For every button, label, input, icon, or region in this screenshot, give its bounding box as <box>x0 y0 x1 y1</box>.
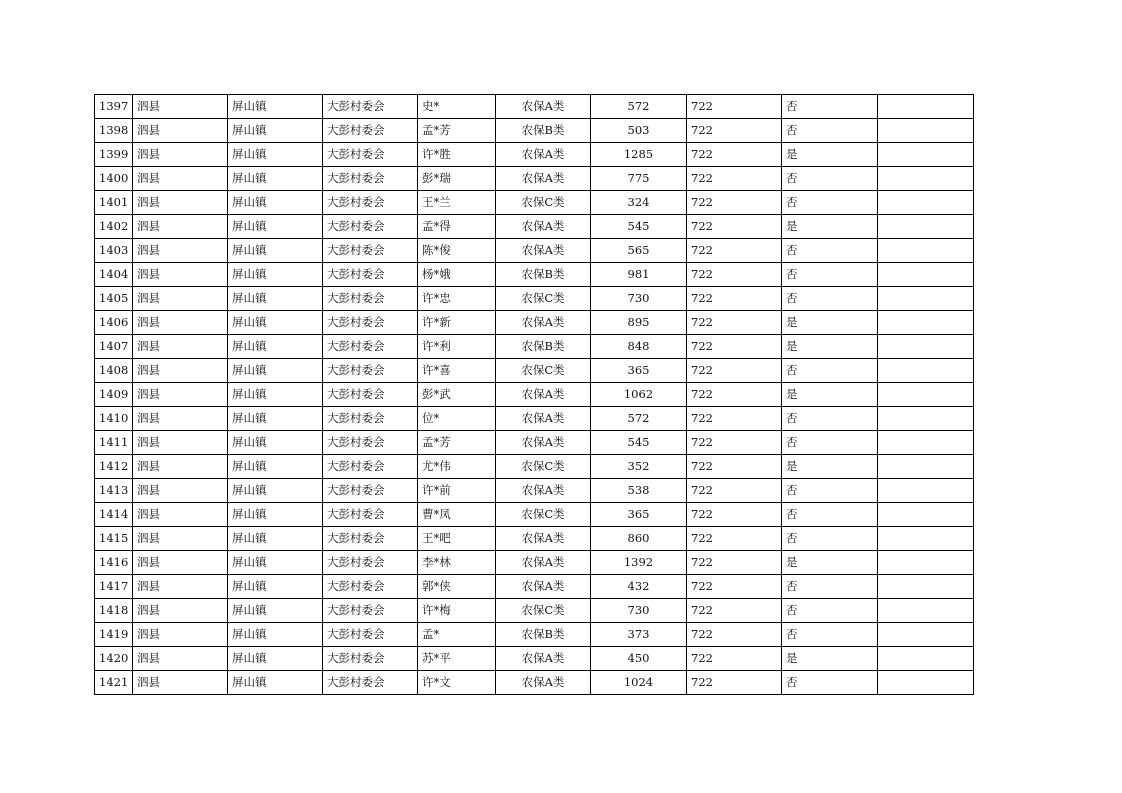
flag-cell: 否 <box>782 503 878 527</box>
amount-cell: 775 <box>591 167 687 191</box>
amount-cell: 1062 <box>591 383 687 407</box>
village-cell: 大彭村委会 <box>323 455 418 479</box>
note-cell <box>878 167 974 191</box>
name-cell: 位* <box>418 407 496 431</box>
table-row <box>95 311 974 335</box>
name-cell: 李*林 <box>418 551 496 575</box>
town-cell: 屏山镇 <box>228 95 323 119</box>
row-number: 1402 <box>95 215 133 239</box>
standard-cell: 722 <box>687 599 782 623</box>
town-cell: 屏山镇 <box>228 599 323 623</box>
village-cell: 大彭村委会 <box>323 623 418 647</box>
standard-cell: 722 <box>687 647 782 671</box>
standard-cell: 722 <box>687 527 782 551</box>
insurance-type-cell: 农保A类 <box>496 575 591 599</box>
flag-cell: 否 <box>782 599 878 623</box>
table-row <box>95 407 974 431</box>
name-cell: 许*前 <box>418 479 496 503</box>
table-row <box>95 239 974 263</box>
insurance-type-cell: 农保A类 <box>496 383 591 407</box>
table-row <box>95 575 974 599</box>
table-row <box>95 599 974 623</box>
name-cell: 许*文 <box>418 671 496 695</box>
name-cell: 许*新 <box>418 311 496 335</box>
flag-cell: 否 <box>782 167 878 191</box>
town-cell: 屏山镇 <box>228 455 323 479</box>
data-table <box>94 94 974 695</box>
flag-cell: 否 <box>782 431 878 455</box>
standard-cell: 722 <box>687 191 782 215</box>
name-cell: 许*胜 <box>418 143 496 167</box>
town-cell: 屏山镇 <box>228 119 323 143</box>
row-number: 1409 <box>95 383 133 407</box>
row-number: 1413 <box>95 479 133 503</box>
note-cell <box>878 431 974 455</box>
insurance-type-cell: 农保B类 <box>496 119 591 143</box>
town-cell: 屏山镇 <box>228 359 323 383</box>
name-cell: 孟* <box>418 623 496 647</box>
amount-cell: 848 <box>591 335 687 359</box>
amount-cell: 1024 <box>591 671 687 695</box>
table-row <box>95 383 974 407</box>
county-cell: 泗县 <box>133 167 228 191</box>
note-cell <box>878 599 974 623</box>
amount-cell: 565 <box>591 239 687 263</box>
flag-cell: 否 <box>782 623 878 647</box>
county-cell: 泗县 <box>133 359 228 383</box>
row-number: 1397 <box>95 95 133 119</box>
standard-cell: 722 <box>687 95 782 119</box>
table-row <box>95 167 974 191</box>
row-number: 1401 <box>95 191 133 215</box>
insurance-type-cell: 农保C类 <box>496 503 591 527</box>
name-cell: 王*兰 <box>418 191 496 215</box>
county-cell: 泗县 <box>133 335 228 359</box>
amount-cell: 545 <box>591 431 687 455</box>
amount-cell: 730 <box>591 287 687 311</box>
note-cell <box>878 191 974 215</box>
standard-cell: 722 <box>687 503 782 527</box>
amount-cell: 538 <box>591 479 687 503</box>
town-cell: 屏山镇 <box>228 407 323 431</box>
flag-cell: 是 <box>782 383 878 407</box>
village-cell: 大彭村委会 <box>323 191 418 215</box>
row-number: 1417 <box>95 575 133 599</box>
name-cell: 尤*伟 <box>418 455 496 479</box>
flag-cell: 否 <box>782 479 878 503</box>
row-number: 1418 <box>95 599 133 623</box>
row-number: 1410 <box>95 407 133 431</box>
standard-cell: 722 <box>687 167 782 191</box>
table-row <box>95 191 974 215</box>
table-row <box>95 335 974 359</box>
village-cell: 大彭村委会 <box>323 503 418 527</box>
amount-cell: 860 <box>591 527 687 551</box>
row-number: 1407 <box>95 335 133 359</box>
note-cell <box>878 95 974 119</box>
flag-cell: 否 <box>782 95 878 119</box>
standard-cell: 722 <box>687 623 782 647</box>
amount-cell: 365 <box>591 503 687 527</box>
standard-cell: 722 <box>687 215 782 239</box>
insurance-type-cell: 农保A类 <box>496 431 591 455</box>
standard-cell: 722 <box>687 479 782 503</box>
county-cell: 泗县 <box>133 263 228 287</box>
flag-cell: 是 <box>782 455 878 479</box>
insurance-type-cell: 农保A类 <box>496 311 591 335</box>
insurance-type-cell: 农保C类 <box>496 599 591 623</box>
flag-cell: 是 <box>782 311 878 335</box>
flag-cell: 否 <box>782 575 878 599</box>
flag-cell: 是 <box>782 551 878 575</box>
flag-cell: 是 <box>782 647 878 671</box>
name-cell: 陈*俊 <box>418 239 496 263</box>
row-number: 1421 <box>95 671 133 695</box>
row-number: 1420 <box>95 647 133 671</box>
row-number: 1398 <box>95 119 133 143</box>
note-cell <box>878 623 974 647</box>
note-cell <box>878 383 974 407</box>
village-cell: 大彭村委会 <box>323 167 418 191</box>
table-row <box>95 671 974 695</box>
town-cell: 屏山镇 <box>228 263 323 287</box>
county-cell: 泗县 <box>133 119 228 143</box>
amount-cell: 572 <box>591 407 687 431</box>
flag-cell: 是 <box>782 215 878 239</box>
town-cell: 屏山镇 <box>228 575 323 599</box>
row-number: 1416 <box>95 551 133 575</box>
amount-cell: 450 <box>591 647 687 671</box>
standard-cell: 722 <box>687 671 782 695</box>
county-cell: 泗县 <box>133 191 228 215</box>
village-cell: 大彭村委会 <box>323 287 418 311</box>
insurance-type-cell: 农保A类 <box>496 95 591 119</box>
flag-cell: 否 <box>782 191 878 215</box>
county-cell: 泗县 <box>133 647 228 671</box>
town-cell: 屏山镇 <box>228 191 323 215</box>
town-cell: 屏山镇 <box>228 671 323 695</box>
amount-cell: 324 <box>591 191 687 215</box>
note-cell <box>878 143 974 167</box>
row-number: 1404 <box>95 263 133 287</box>
note-cell <box>878 359 974 383</box>
note-cell <box>878 527 974 551</box>
county-cell: 泗县 <box>133 383 228 407</box>
amount-cell: 365 <box>591 359 687 383</box>
table-row <box>95 623 974 647</box>
standard-cell: 722 <box>687 263 782 287</box>
amount-cell: 373 <box>591 623 687 647</box>
insurance-type-cell: 农保A类 <box>496 143 591 167</box>
name-cell: 杨*娥 <box>418 263 496 287</box>
town-cell: 屏山镇 <box>228 239 323 263</box>
table-row <box>95 647 974 671</box>
insurance-type-cell: 农保A类 <box>496 239 591 263</box>
insurance-type-cell: 农保A类 <box>496 527 591 551</box>
row-number: 1399 <box>95 143 133 167</box>
insurance-type-cell: 农保A类 <box>496 407 591 431</box>
town-cell: 屏山镇 <box>228 647 323 671</box>
amount-cell: 1392 <box>591 551 687 575</box>
amount-cell: 503 <box>591 119 687 143</box>
flag-cell: 否 <box>782 527 878 551</box>
standard-cell: 722 <box>687 359 782 383</box>
insurance-type-cell: 农保C类 <box>496 191 591 215</box>
flag-cell: 是 <box>782 335 878 359</box>
name-cell: 孟*芳 <box>418 119 496 143</box>
name-cell: 苏*平 <box>418 647 496 671</box>
amount-cell: 981 <box>591 263 687 287</box>
note-cell <box>878 239 974 263</box>
flag-cell: 否 <box>782 287 878 311</box>
note-cell <box>878 263 974 287</box>
name-cell: 孟*得 <box>418 215 496 239</box>
flag-cell: 否 <box>782 407 878 431</box>
table-row <box>95 551 974 575</box>
name-cell: 许*忠 <box>418 287 496 311</box>
county-cell: 泗县 <box>133 671 228 695</box>
note-cell <box>878 575 974 599</box>
note-cell <box>878 119 974 143</box>
insurance-type-cell: 农保A类 <box>496 671 591 695</box>
town-cell: 屏山镇 <box>228 287 323 311</box>
village-cell: 大彭村委会 <box>323 215 418 239</box>
town-cell: 屏山镇 <box>228 527 323 551</box>
standard-cell: 722 <box>687 455 782 479</box>
village-cell: 大彭村委会 <box>323 359 418 383</box>
county-cell: 泗县 <box>133 311 228 335</box>
table-row <box>95 359 974 383</box>
table-row <box>95 143 974 167</box>
table-row <box>95 479 974 503</box>
village-cell: 大彭村委会 <box>323 575 418 599</box>
county-cell: 泗县 <box>133 215 228 239</box>
name-cell: 许*梅 <box>418 599 496 623</box>
town-cell: 屏山镇 <box>228 431 323 455</box>
village-cell: 大彭村委会 <box>323 551 418 575</box>
insurance-type-cell: 农保C类 <box>496 359 591 383</box>
insurance-type-cell: 农保C类 <box>496 455 591 479</box>
note-cell <box>878 671 974 695</box>
table-row <box>95 263 974 287</box>
county-cell: 泗县 <box>133 599 228 623</box>
county-cell: 泗县 <box>133 623 228 647</box>
row-number: 1405 <box>95 287 133 311</box>
row-number: 1412 <box>95 455 133 479</box>
name-cell: 曹*凤 <box>418 503 496 527</box>
village-cell: 大彭村委会 <box>323 383 418 407</box>
flag-cell: 否 <box>782 239 878 263</box>
amount-cell: 545 <box>591 215 687 239</box>
table-row <box>95 455 974 479</box>
town-cell: 屏山镇 <box>228 383 323 407</box>
village-cell: 大彭村委会 <box>323 143 418 167</box>
village-cell: 大彭村委会 <box>323 431 418 455</box>
village-cell: 大彭村委会 <box>323 599 418 623</box>
note-cell <box>878 503 974 527</box>
name-cell: 王*吧 <box>418 527 496 551</box>
county-cell: 泗县 <box>133 551 228 575</box>
name-cell: 许*利 <box>418 335 496 359</box>
village-cell: 大彭村委会 <box>323 479 418 503</box>
insurance-type-cell: 农保A类 <box>496 215 591 239</box>
name-cell: 许*喜 <box>418 359 496 383</box>
flag-cell: 否 <box>782 359 878 383</box>
standard-cell: 722 <box>687 551 782 575</box>
flag-cell: 否 <box>782 119 878 143</box>
table-row <box>95 119 974 143</box>
table-row <box>95 95 974 119</box>
note-cell <box>878 455 974 479</box>
insurance-type-cell: 农保A类 <box>496 551 591 575</box>
county-cell: 泗县 <box>133 287 228 311</box>
town-cell: 屏山镇 <box>228 479 323 503</box>
village-cell: 大彭村委会 <box>323 239 418 263</box>
name-cell: 彭*瑞 <box>418 167 496 191</box>
insurance-type-cell: 农保B类 <box>496 335 591 359</box>
table-row <box>95 503 974 527</box>
village-cell: 大彭村委会 <box>323 95 418 119</box>
note-cell <box>878 287 974 311</box>
table-row <box>95 527 974 551</box>
village-cell: 大彭村委会 <box>323 263 418 287</box>
county-cell: 泗县 <box>133 143 228 167</box>
insurance-type-cell: 农保B类 <box>496 263 591 287</box>
row-number: 1411 <box>95 431 133 455</box>
note-cell <box>878 311 974 335</box>
document-sheet <box>94 94 973 695</box>
village-cell: 大彭村委会 <box>323 407 418 431</box>
name-cell: 孟*芳 <box>418 431 496 455</box>
county-cell: 泗县 <box>133 455 228 479</box>
town-cell: 屏山镇 <box>228 311 323 335</box>
name-cell: 彭*武 <box>418 383 496 407</box>
town-cell: 屏山镇 <box>228 551 323 575</box>
county-cell: 泗县 <box>133 575 228 599</box>
note-cell <box>878 215 974 239</box>
village-cell: 大彭村委会 <box>323 119 418 143</box>
county-cell: 泗县 <box>133 431 228 455</box>
standard-cell: 722 <box>687 287 782 311</box>
note-cell <box>878 407 974 431</box>
note-cell <box>878 551 974 575</box>
row-number: 1403 <box>95 239 133 263</box>
amount-cell: 352 <box>591 455 687 479</box>
row-number: 1406 <box>95 311 133 335</box>
row-number: 1400 <box>95 167 133 191</box>
row-number: 1414 <box>95 503 133 527</box>
note-cell <box>878 335 974 359</box>
county-cell: 泗县 <box>133 239 228 263</box>
row-number: 1408 <box>95 359 133 383</box>
flag-cell: 是 <box>782 143 878 167</box>
table-row <box>95 287 974 311</box>
insurance-type-cell: 农保C类 <box>496 287 591 311</box>
insurance-type-cell: 农保B类 <box>496 623 591 647</box>
town-cell: 屏山镇 <box>228 143 323 167</box>
amount-cell: 432 <box>591 575 687 599</box>
note-cell <box>878 479 974 503</box>
village-cell: 大彭村委会 <box>323 527 418 551</box>
town-cell: 屏山镇 <box>228 335 323 359</box>
amount-cell: 730 <box>591 599 687 623</box>
table-row <box>95 431 974 455</box>
insurance-type-cell: 农保A类 <box>496 647 591 671</box>
county-cell: 泗县 <box>133 527 228 551</box>
insurance-type-cell: 农保A类 <box>496 479 591 503</box>
row-number: 1419 <box>95 623 133 647</box>
town-cell: 屏山镇 <box>228 215 323 239</box>
village-cell: 大彭村委会 <box>323 647 418 671</box>
name-cell: 史* <box>418 95 496 119</box>
amount-cell: 895 <box>591 311 687 335</box>
standard-cell: 722 <box>687 575 782 599</box>
standard-cell: 722 <box>687 143 782 167</box>
table-row <box>95 215 974 239</box>
county-cell: 泗县 <box>133 95 228 119</box>
standard-cell: 722 <box>687 407 782 431</box>
note-cell <box>878 647 974 671</box>
flag-cell: 否 <box>782 263 878 287</box>
village-cell: 大彭村委会 <box>323 671 418 695</box>
amount-cell: 572 <box>591 95 687 119</box>
county-cell: 泗县 <box>133 503 228 527</box>
amount-cell: 1285 <box>591 143 687 167</box>
village-cell: 大彭村委会 <box>323 311 418 335</box>
standard-cell: 722 <box>687 335 782 359</box>
town-cell: 屏山镇 <box>228 167 323 191</box>
name-cell: 郭*侠 <box>418 575 496 599</box>
standard-cell: 722 <box>687 311 782 335</box>
insurance-type-cell: 农保A类 <box>496 167 591 191</box>
standard-cell: 722 <box>687 239 782 263</box>
standard-cell: 722 <box>687 383 782 407</box>
standard-cell: 722 <box>687 119 782 143</box>
row-number: 1415 <box>95 527 133 551</box>
town-cell: 屏山镇 <box>228 503 323 527</box>
standard-cell: 722 <box>687 431 782 455</box>
village-cell: 大彭村委会 <box>323 335 418 359</box>
town-cell: 屏山镇 <box>228 623 323 647</box>
flag-cell: 否 <box>782 671 878 695</box>
county-cell: 泗县 <box>133 479 228 503</box>
table-body <box>95 95 974 695</box>
county-cell: 泗县 <box>133 407 228 431</box>
